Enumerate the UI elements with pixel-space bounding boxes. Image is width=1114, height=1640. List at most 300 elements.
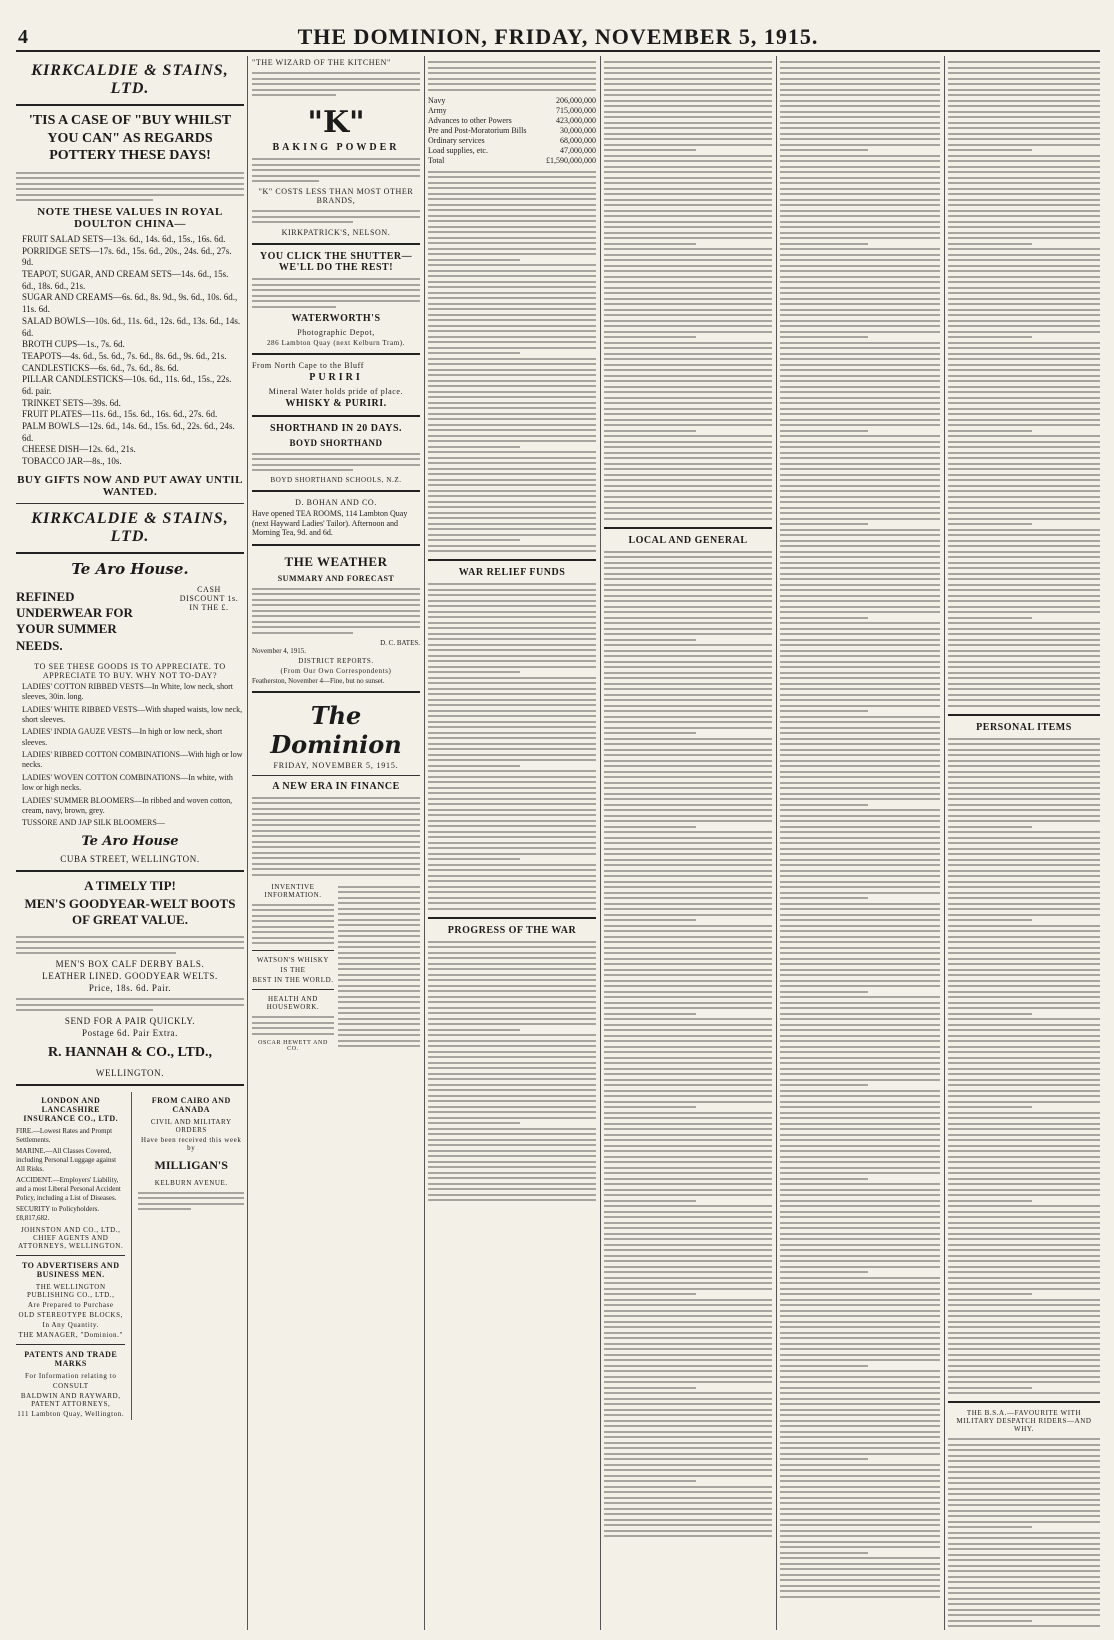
text-line <box>948 203 1100 207</box>
table-cell-label: Pre and Post-Moratorium Bills <box>428 125 527 135</box>
text-line <box>604 1050 772 1054</box>
buy-gifts-footer: BUY GIFTS NOW AND PUT AWAY UNTIL WANTED. <box>17 473 243 498</box>
text-line <box>428 1088 596 1092</box>
text-line <box>780 583 940 587</box>
text-line <box>780 682 940 686</box>
text-line <box>780 1001 940 1005</box>
send-for-pair: SEND FOR A PAIR QUICKLY. <box>64 1016 196 1027</box>
text-line <box>428 1132 596 1136</box>
progress-title: PROGRESS OF THE WAR <box>447 924 577 936</box>
text-line <box>780 1419 940 1423</box>
text-line <box>948 1061 1100 1065</box>
article-body <box>948 737 1100 1396</box>
text-line <box>428 643 596 647</box>
text-line <box>948 456 1100 460</box>
text-line <box>948 225 1100 229</box>
text-line <box>780 1149 940 1153</box>
text-line <box>948 1028 1100 1032</box>
text-line <box>780 770 940 774</box>
milligans-name: MILLIGAN'S <box>154 1157 228 1172</box>
table-cell-value: 68,000,000 <box>560 135 596 145</box>
text-line <box>604 1281 772 1285</box>
text-line <box>948 759 1100 763</box>
text-line <box>948 874 1100 878</box>
text-line <box>948 1342 1100 1346</box>
text-line <box>604 1364 772 1368</box>
text-line <box>604 159 772 163</box>
text-line <box>948 1336 1100 1340</box>
text-line <box>428 901 596 905</box>
text-line <box>428 181 596 185</box>
text-line <box>948 258 1100 262</box>
doulton-subhead: NOTE THESE VALUES IN ROYAL DOULTON CHINA— <box>37 206 223 230</box>
hewett-signature: OSCAR HEWETT AND CO. <box>258 1039 328 1052</box>
text-line <box>780 154 940 158</box>
text-line <box>948 1492 1100 1496</box>
text-line <box>780 913 940 917</box>
hannah-city: WELLINGTON. <box>95 1067 165 1078</box>
text-line <box>428 456 596 460</box>
text-line <box>948 957 1100 961</box>
list-item: CONSULT <box>52 1381 89 1390</box>
text-line <box>948 682 1100 686</box>
text-line <box>604 946 772 950</box>
text-line <box>948 1210 1100 1214</box>
text-line <box>780 698 940 702</box>
text-line <box>780 918 940 922</box>
text-line <box>948 379 1100 383</box>
list-item: MARINE.—All Classes Covered, including Personal Luggage against All Risks. <box>16 1146 117 1173</box>
text-line <box>948 704 1100 708</box>
text-line <box>948 242 1032 246</box>
text-line <box>780 1017 940 1021</box>
text-line <box>780 627 940 631</box>
text-line <box>780 1347 940 1351</box>
text-line <box>780 814 940 818</box>
text-line <box>780 577 940 581</box>
text-line <box>604 588 772 592</box>
text-line <box>948 522 1032 526</box>
text-line <box>780 517 940 521</box>
text-line <box>428 368 596 372</box>
text-line <box>780 264 940 268</box>
text-line <box>780 473 940 477</box>
text-line <box>948 555 1100 559</box>
article-body <box>948 60 1100 708</box>
text-line <box>428 846 596 850</box>
text-line <box>780 1155 940 1159</box>
text-line <box>604 1457 772 1461</box>
text-line <box>948 643 1100 647</box>
text-line <box>604 1474 772 1478</box>
text-line <box>428 1039 596 1043</box>
text-line <box>948 231 1100 235</box>
text-line <box>780 1501 940 1505</box>
text-line <box>428 1028 520 1032</box>
text-line <box>948 935 1100 939</box>
text-line <box>780 836 940 840</box>
text-line <box>428 247 596 251</box>
text-line <box>428 1143 596 1147</box>
text-line <box>948 1443 1100 1447</box>
pottery-price-list <box>16 234 244 468</box>
text-line <box>948 407 1100 411</box>
text-line <box>948 1050 1100 1054</box>
list-item: For Information relating to <box>25 1371 117 1380</box>
text-line <box>948 1547 1100 1551</box>
text-line <box>948 962 1100 966</box>
text-line <box>948 500 1100 504</box>
text-line <box>604 1138 772 1142</box>
text-line <box>780 1375 940 1379</box>
text-line <box>428 747 596 751</box>
table-cell-value: 47,000,000 <box>560 145 596 155</box>
civil-military: CIVIL AND MILITARY ORDERS <box>150 1117 232 1134</box>
text-line <box>428 494 596 498</box>
text-line <box>948 385 1100 389</box>
text-line <box>780 324 940 328</box>
text-line <box>428 1138 596 1142</box>
text-line <box>428 852 596 856</box>
text-line <box>604 698 772 702</box>
text-line <box>604 275 772 279</box>
list-item: FRUIT PLATES—11s. 6d., 15s. 6d., 16s. 6d., 27s. 6d. <box>22 409 218 420</box>
text-line <box>428 274 596 278</box>
text-line <box>780 1413 940 1417</box>
text-line <box>604 346 772 350</box>
text-line <box>780 88 940 92</box>
text-line <box>428 423 596 427</box>
text-line <box>948 990 1100 994</box>
list-item: LADIES' RIBBED COTTON COMBINATIONS—With high or low necks. <box>22 750 243 770</box>
text-line <box>604 687 772 691</box>
text-line <box>428 907 596 911</box>
text-line <box>948 401 1100 405</box>
text-line <box>948 847 1100 851</box>
text-line <box>948 1078 1100 1082</box>
text-line <box>948 610 1100 614</box>
text-line <box>428 626 596 630</box>
text-line <box>780 621 940 625</box>
text-line <box>780 1248 940 1252</box>
text-line <box>780 984 940 988</box>
text-line <box>948 665 1100 669</box>
text-line <box>948 1243 1100 1247</box>
text-line <box>604 1314 772 1318</box>
text-line <box>604 577 772 581</box>
health-title: HEALTH AND HOUSEWORK. <box>266 995 320 1012</box>
text-line <box>948 429 1032 433</box>
text-line <box>948 1237 1100 1241</box>
text-line <box>604 770 772 774</box>
bohan-name: D. BOHAN AND CO. <box>295 498 377 507</box>
text-line <box>604 99 772 103</box>
text-line <box>780 1023 940 1027</box>
cairo-title: FROM CAIRO AND CANADA <box>151 1095 231 1114</box>
text-line <box>428 896 596 900</box>
text-line <box>780 1177 868 1181</box>
text-line <box>948 1487 1100 1491</box>
text-line <box>948 297 1100 301</box>
text-line <box>604 203 772 207</box>
text-line <box>780 1281 940 1285</box>
text-line <box>428 357 596 361</box>
text-line <box>780 93 940 97</box>
text-line <box>428 978 596 982</box>
text-line <box>780 737 940 741</box>
text-line <box>780 1210 940 1214</box>
text-line <box>780 401 940 405</box>
shorthand-title: SHORTHAND IN 20 DAYS. <box>269 422 403 434</box>
text-line <box>948 60 1100 64</box>
text-line <box>948 1254 1100 1258</box>
text-line <box>604 187 772 191</box>
text-line <box>428 1055 596 1059</box>
text-line <box>948 973 1100 977</box>
text-line <box>604 313 772 317</box>
text-line <box>948 1619 1032 1623</box>
text-line <box>604 126 772 130</box>
text-line <box>948 1569 1100 1573</box>
text-line <box>604 1221 772 1225</box>
text-line <box>604 665 772 669</box>
text-line <box>604 814 772 818</box>
text-line <box>428 335 596 339</box>
text-line <box>780 1540 940 1544</box>
text-line <box>780 1270 868 1274</box>
table-cell-value: 206,000,000 <box>556 95 596 105</box>
text-line <box>604 1028 772 1032</box>
weather-title: THE WEATHER <box>284 553 388 569</box>
text-line <box>604 1342 772 1346</box>
text-line <box>780 869 940 873</box>
text-line <box>780 1050 940 1054</box>
text-line <box>428 1011 596 1015</box>
text-line <box>948 423 1100 427</box>
text-line <box>604 500 772 504</box>
text-line <box>428 863 596 867</box>
text-line <box>948 286 1100 290</box>
text-line <box>948 159 1100 163</box>
text-line <box>780 1573 940 1577</box>
text-line <box>780 940 940 944</box>
text-line <box>604 808 772 812</box>
patents-lines <box>16 1372 125 1418</box>
text-line <box>780 1320 940 1324</box>
text-line <box>780 1369 940 1373</box>
list-item: BROTH CUPS—1s., 7s. 6d. <box>22 339 125 350</box>
text-line <box>604 869 772 873</box>
text-line <box>604 93 772 97</box>
text-line <box>428 841 596 845</box>
k-brand: "K" <box>307 105 365 140</box>
list-item: PALM BOWLS—12s. 6d., 14s. 6d., 15s. 6d., 22s. 6d., 24s. 6d. <box>22 421 235 443</box>
table-row <box>428 106 596 116</box>
text-line <box>948 121 1100 125</box>
text-line <box>780 858 940 862</box>
text-line <box>780 808 940 812</box>
text-line <box>428 214 596 218</box>
text-line <box>604 456 772 460</box>
text-line <box>428 1160 596 1164</box>
text-line <box>604 1529 772 1533</box>
text-line <box>948 1380 1100 1384</box>
text-line <box>780 847 940 851</box>
text-line <box>604 1259 772 1263</box>
text-line <box>948 1067 1100 1071</box>
text-line <box>948 781 1100 785</box>
table-row <box>428 136 596 146</box>
text-line <box>948 1281 1100 1285</box>
text-line <box>780 863 940 867</box>
text-line <box>948 1630 1100 1631</box>
text-line <box>780 429 868 433</box>
text-line <box>604 121 772 125</box>
list-item: PILLAR CANDLESTICKS—10s. 6d., 11s. 6d., 15s., 22s. 6d. pair. <box>22 374 232 396</box>
text-line <box>780 1545 940 1549</box>
table-cell-label: Ordinary services <box>428 135 485 145</box>
text-line <box>604 1193 772 1197</box>
text-line <box>948 1386 1032 1390</box>
text-line <box>428 1176 596 1180</box>
text-line <box>948 528 1100 532</box>
text-line <box>604 181 772 185</box>
text-line <box>780 951 940 955</box>
text-line <box>780 302 940 306</box>
text-line <box>780 786 940 790</box>
text-line <box>948 1287 1100 1291</box>
text-line <box>780 715 940 719</box>
text-line <box>948 313 1100 317</box>
text-line <box>604 1463 772 1467</box>
list-item: BALDWIN AND RAYWARD, PATENT ATTORNEYS, <box>20 1391 121 1408</box>
text-line <box>948 148 1032 152</box>
text-line <box>604 830 772 834</box>
text-line <box>604 1441 772 1445</box>
text-line <box>948 946 1100 950</box>
text-line <box>780 572 940 576</box>
text-line <box>428 263 596 267</box>
text-line <box>780 1199 940 1203</box>
text-line <box>780 1325 940 1329</box>
text-line <box>780 1034 940 1038</box>
text-line <box>780 654 940 658</box>
text-line <box>780 830 940 834</box>
text-line <box>780 341 940 345</box>
text-line <box>780 643 940 647</box>
text-line <box>780 434 940 438</box>
text-line <box>780 1485 940 1489</box>
north-cape: From North Cape to the Bluff <box>252 360 364 370</box>
text-line <box>604 225 772 229</box>
text-line <box>948 561 1100 565</box>
text-line <box>428 483 596 487</box>
text-line <box>948 1503 1100 1507</box>
text-line <box>780 528 940 532</box>
text-line <box>604 1133 772 1137</box>
text-line <box>780 1391 940 1395</box>
text-line <box>780 335 868 339</box>
text-line <box>604 638 696 642</box>
text-line <box>428 956 596 960</box>
text-line <box>780 874 940 878</box>
text-line <box>780 1523 940 1527</box>
text-line <box>604 407 772 411</box>
text-line <box>604 308 772 312</box>
text-line <box>780 126 940 130</box>
article-body <box>428 582 596 911</box>
text-line <box>780 1336 940 1340</box>
text-line <box>604 110 772 114</box>
text-line <box>948 1514 1100 1518</box>
text-line <box>948 352 1100 356</box>
text-line <box>780 500 940 504</box>
text-line <box>428 1000 596 1004</box>
text-line <box>780 990 868 994</box>
text-line <box>604 379 772 383</box>
text-line <box>780 1353 940 1357</box>
text-line <box>948 1481 1100 1485</box>
text-line <box>780 1012 940 1016</box>
text-line <box>780 605 940 609</box>
text-line <box>948 693 1100 697</box>
text-line <box>780 467 940 471</box>
text-line <box>780 1237 940 1241</box>
text-line <box>604 1287 772 1291</box>
text-line <box>780 374 940 378</box>
text-line <box>948 1034 1100 1038</box>
text-line <box>428 412 596 416</box>
text-line <box>604 1127 772 1131</box>
text-line <box>780 253 940 257</box>
text-line <box>780 99 940 103</box>
underwear-heading: REFINED UNDERWEAR FOR YOUR SUMMER NEEDS. <box>16 588 133 653</box>
text-line <box>780 929 940 933</box>
text-line <box>604 1380 772 1384</box>
text-line <box>948 676 1100 680</box>
text-line <box>780 181 940 185</box>
text-line <box>780 902 940 906</box>
war-relief-title: WAR RELIEF FUNDS <box>458 567 566 578</box>
text-line <box>948 1613 1100 1617</box>
text-line <box>604 550 772 554</box>
puriri-sub: Mineral Water holds pride of place. <box>268 386 404 396</box>
text-line <box>780 1595 940 1599</box>
text-line <box>604 390 772 394</box>
leather-lined: LEATHER LINED. GOODYEAR WELTS. <box>42 971 218 982</box>
text-line <box>948 913 1100 917</box>
text-line <box>604 1402 772 1406</box>
text-line <box>604 918 696 922</box>
text-line <box>428 186 596 190</box>
text-line <box>428 500 596 504</box>
milligans-ad <box>138 1092 244 1420</box>
text-line <box>780 1364 868 1368</box>
baking-powder: BAKING POWDER <box>272 142 400 153</box>
text-line <box>604 726 772 730</box>
text-line <box>780 781 940 785</box>
list-item: OLD STEREOTYPE BLOCKS, <box>18 1310 123 1319</box>
text-line <box>604 621 772 625</box>
waterworth-address: 286 Lambton Quay (next Kelburn Tram). <box>266 338 406 347</box>
text-line <box>604 1397 772 1401</box>
text-line <box>428 599 596 603</box>
text-line <box>948 1298 1100 1302</box>
text-line <box>780 1083 868 1087</box>
text-line <box>604 143 772 147</box>
text-line <box>780 720 940 724</box>
text-line <box>604 396 772 400</box>
